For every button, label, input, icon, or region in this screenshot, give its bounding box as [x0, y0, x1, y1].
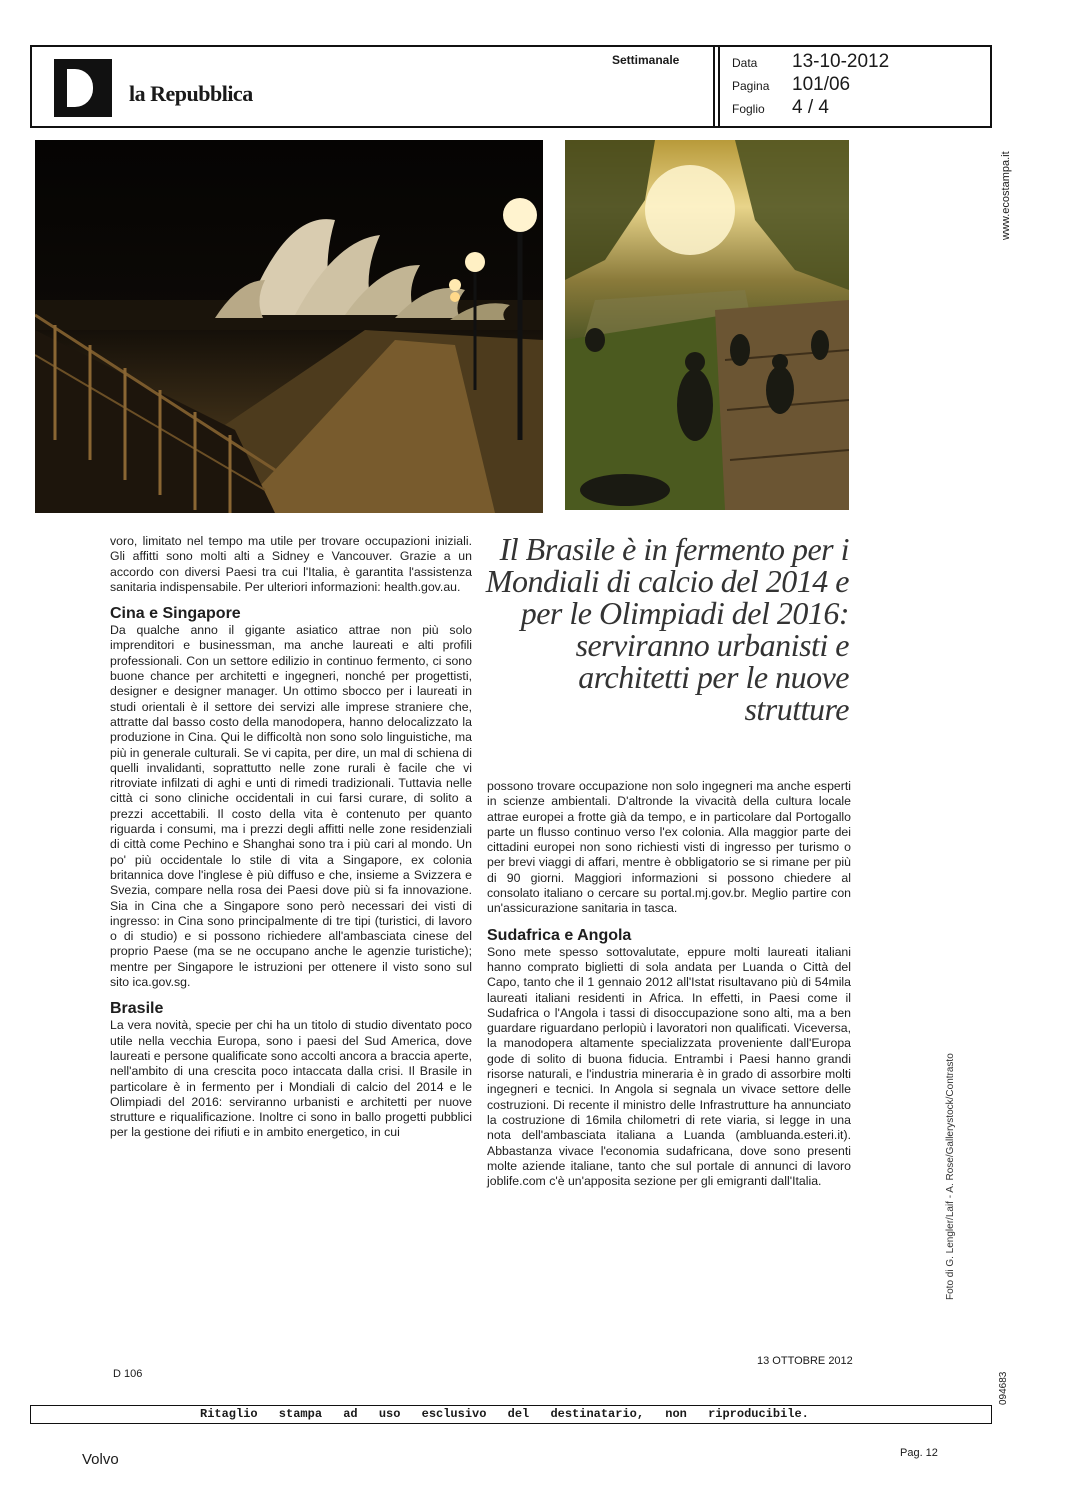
disclaimer-text: Ritaglio stampa ad uso esclusivo del destinatario, non riproducibile.: [200, 1407, 809, 1421]
park-illustration: [565, 140, 849, 510]
article-column-left: [110, 534, 472, 1141]
magazine-page-label: D 106: [113, 1368, 143, 1380]
section-heading-sudafrica: Sudafrica e Angola: [487, 926, 632, 944]
opera-house-illustration: [35, 140, 543, 513]
article-paragraph: Sono mete spesso sottovalutate, eppure molti laureati italiani hanno comprato biglietti di sola andata per Luanda o Città del Capo, tanto che il 1 gennaio 2012 all'Istat risultavano più di 54mila laureati italiani residenti in Africa. In effetti, in Paesi come il Sudafrica o l'Angola i tassi di disoccupazione sono alti, ma a ben guardare riguardano perlopiù i lavoratori non qualificati. Viceversa, la manodopera altamente specializzata proveniente dall'Europa gode di solito di buona fiducia. Entrambi i Paesi hanno grandi risorse naturali, e l'industria mineraria è in grado di assorbire molti ingegneri e tecnici. In Angola si segnala un vivace settore delle costruzioni. Di recente il ministro delle Infrastrutture ha annunciato la costruzione di 16mila chilometri di rete viaria, si legge in una nota dell'ambasciata italiana a Luanda (ambluanda.esteri.it). Abbastanza vivace l'economia sudafricana, dove sono presenti molte aziende italiane, tanto che sul portale di annunci di lavoro joblife.com c'è un'apposita sezione per gli emigranti dall'Italia.: [487, 944, 851, 1189]
page-number: Pag. 12: [900, 1447, 938, 1459]
d-logo-icon: [54, 59, 112, 117]
photo-credit: Foto di G. Lengler/Laif - A. Rose/Gallerystock/Contrasto: [945, 1053, 956, 1300]
pull-quote: Il Brasile è in fermento per i Mondiali di calcio del 2014 e per le Olimpiadi del 2016: serviranno urbanisti e architetti per le nuove strutture: [485, 531, 849, 727]
data-value: 13-10-2012: [792, 51, 890, 72]
header-divider: [718, 47, 720, 126]
data-label: Data: [732, 56, 758, 70]
section-heading-cina: Cina e Singapore: [110, 605, 241, 623]
article-column-right: [487, 779, 851, 1189]
header-divider: [713, 47, 715, 126]
article-paragraph: La vera novità, specie per chi ha un titolo di studio diventato poco utile nella vecchia Europa, sono i paesi del Sud America, dove laureati e persone qualificate sono accolti ancora a braccia aperte, nell'ambito di una crescita poco intaccata dalla crisi. Il Brasile in particolare è in fermento per i Mondiali di calcio del 2014 e le Olimpiadi del 2016: serviranno urbanisti e architetti per nuove strutture e riqualificazione. Inoltre ci sono in ballo progetti pubblici per la gestione dei rifiuti e in ambito energetico, in cui: [110, 1018, 472, 1140]
pagina-value: 101/06: [792, 74, 851, 95]
photo-vancouver-park: [565, 140, 849, 510]
article-paragraph: possono trovare occupazione non solo ingegneri ma anche esperti in scienze ambientali. D'altronde la vivacità della cultura locale attrae europei a frotte già da tempo, e in particolare dal Portogallo parte un flusso continuo verso l'ex colonia. Alla maggior parte dei cittadini europei non sono richiesti visti di ingresso per turismo o per brevi viaggi di affari, mentre è obbligatorio se si rimane per più di 90 giorni. Maggiori informazioni si possono chiedere al consolato italiano o cercare su portal.mj.gov.br. Meglio partire con un'assicurazione sanitaria in tasca.: [487, 779, 851, 916]
article-paragraph: Da qualche anno il gigante asiatico attrae non più solo imprenditori e businessman, ma anche laureati e alti profili professionali. Con un settore edilizio in continuo fermento, ci sono buone chance per architetti e ingegneri, nonché per progettisti, designer e designer manager. Un ottimo sbocco per i laureati in studi orientali è il settore dei servizi alle imprese straniere che, attratte dal basso costo della manodopera, hanno delocalizzato la produzione in Cina. Qui le difficoltà non sono solo linguistiche, ma più in generale culturali. Se vi capita, per dire, un mal di schiena di quelli invalidanti, soprattutto nelle zone rurali è facile che vi ritroviate infilzati di aghi e unti di rimedi tradizionali. Tuttavia nelle città ci sono cliniche occidentali in cui farsi curare, di solito a prezzi accettabili. Il costo della vita è contenuto per quanto riguarda i consumi, ma i prezzi degli affitti nelle zone residenziali di città come Pechino e Shanghai sono tra i più cari al mondo. Un po' più occidentale lo stile di vita a Singapore, ex colonia britannica dove l'inglese è più diffuso e che, insieme a Svizzera e Svezia, compare nella rosa dei Paesi dove più si fa innovazione. Sia in Cina che a Singapore sono però necessari dei visti di ingresso: in Cina sono principalmente di tre tipi (turistici, di lavoro o di studio) e si possono richiedere all'ambasciata cinese del proprio Paese (ma se ne occupano anche le agenzie turistiche); mentre per Singapore le istruzioni per ottenere il visto sono sul sito ica.gov.sg.: [110, 623, 472, 990]
issue-date: 13 OTTOBRE 2012: [757, 1355, 853, 1367]
article-paragraph: voro, limitato nel tempo ma utile per trovare occupazioni iniziali. Gli affitti sono molti alti a Sidney e Vancouver. Grazie a un accordo con diversi Paesi tra cui l'Italia, è garantita l'assistenza sanitaria indispensabile. Per ulteriori informazioni: health.gov.au.: [110, 534, 472, 594]
foglio-label: Foglio: [732, 102, 765, 116]
frequency-label: Settimanale: [612, 53, 680, 67]
photo-sydney-opera-house: [35, 140, 543, 513]
section-heading-brasile: Brasile: [110, 1000, 164, 1018]
foglio-value: 4 / 4: [792, 97, 829, 118]
clipping-code: 094683: [998, 1371, 1009, 1405]
pagina-label: Pagina: [732, 79, 770, 93]
source-url: www.ecostampa.it: [1000, 151, 1012, 240]
publication-name: la Repubblica: [129, 81, 253, 106]
masthead-header: [30, 45, 992, 128]
client-name: Volvo: [82, 1451, 119, 1468]
